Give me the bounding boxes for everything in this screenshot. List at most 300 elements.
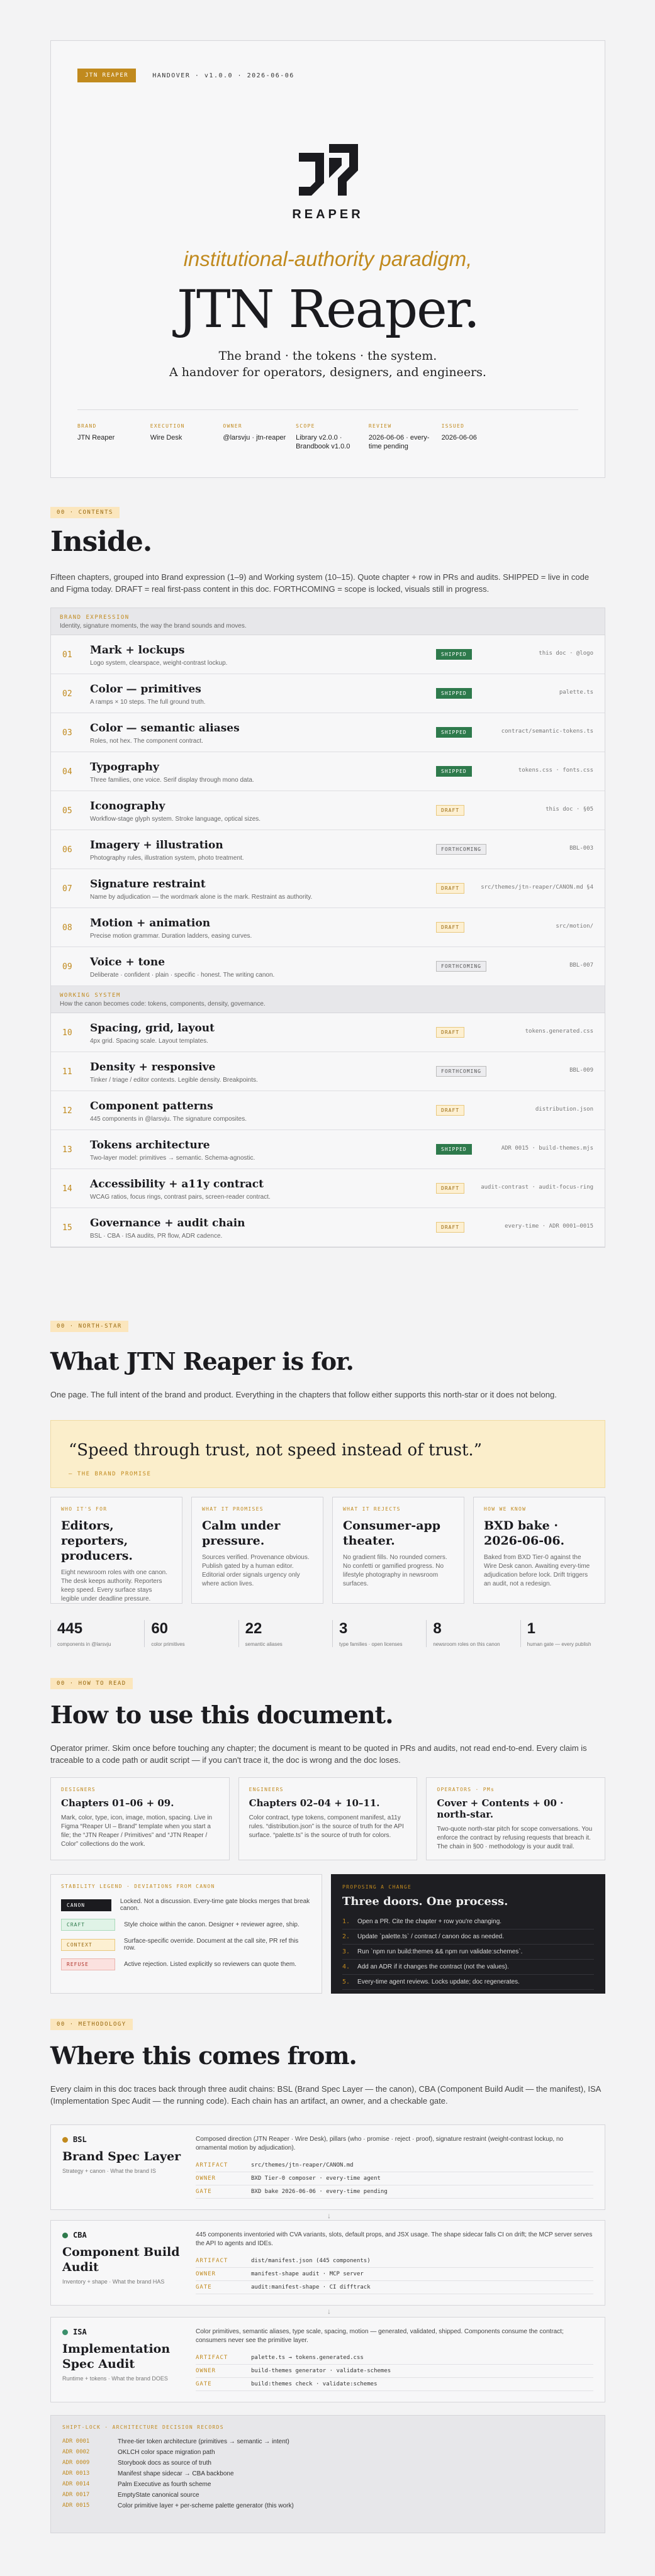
card-label: WHO IT'S FOR bbox=[61, 1506, 108, 1512]
chapter-source: src/themes/jtn-reaper/CANON.md §4 bbox=[481, 884, 593, 891]
adr-row[interactable] bbox=[62, 2447, 593, 2458]
card-label: HOW WE KNOW bbox=[484, 1506, 527, 1512]
promise-label: — THE BRAND PROMISE bbox=[69, 1471, 152, 1477]
chapter-desc: Workflow-stage glyph system. Stroke language, optical sizes. bbox=[90, 816, 261, 823]
step-index: 3. bbox=[342, 1948, 350, 1955]
adr-row[interactable] bbox=[62, 2479, 593, 2490]
adr-title: EmptyState canonical source bbox=[118, 2492, 199, 2499]
step-index: 5. bbox=[342, 1979, 350, 1985]
stat-value: 60 bbox=[151, 1620, 169, 1637]
method-kicker: 00 · METHODOLOGY bbox=[50, 2019, 133, 2030]
status-badge: FORTHCOMING bbox=[436, 844, 486, 855]
stat-label: components in @larsvju bbox=[57, 1641, 111, 1647]
chapter-source: BBL-003 bbox=[569, 845, 593, 852]
card-desc: Two-quote north-star pitch for scope conversations. You enforce the contract by refusing requests that breach it. The chain in §00 · methodology is your audit trail. bbox=[437, 1826, 593, 1850]
status-badge: SHIPPED bbox=[436, 649, 472, 660]
card-label: ENGINEERS bbox=[249, 1787, 284, 1792]
toc-rows-system bbox=[51, 1013, 605, 1247]
method-lede: Every claim in this doc traces back through three audit chains: BSL (Brand Spec Layer — the canon), CBA (Component Build Audit — the manifest), ISA (Implementation Spec Audit — the running code). Each chain has an artifact, an owner, and a checkable gate. bbox=[50, 2084, 601, 2106]
process-step bbox=[342, 1929, 594, 1945]
stat-label: type families · open licenses bbox=[339, 1641, 403, 1647]
toc-row-08[interactable] bbox=[51, 908, 605, 947]
card-title: Cover + Contents + 00 · north-star. bbox=[437, 1797, 564, 1820]
chapter-number: 02 bbox=[62, 689, 72, 699]
chain-field bbox=[196, 2172, 593, 2185]
toc-row-11[interactable] bbox=[51, 1052, 605, 1091]
cover-tagline: institutional-authority paradigm, bbox=[183, 247, 473, 270]
cover-title: JTN Reaper. bbox=[177, 280, 479, 340]
card-title: BXD bake · 2026-06-06. bbox=[484, 1519, 565, 1548]
toc-row-01[interactable] bbox=[51, 635, 605, 674]
field-key: GATE bbox=[196, 2381, 212, 2387]
contents-kicker: 00 · CONTENTS bbox=[50, 507, 120, 518]
chapter-title: Motion + animation bbox=[90, 917, 211, 930]
toc-group-header bbox=[51, 608, 605, 635]
stat-label: newsroom roles on this canon bbox=[433, 1641, 500, 1647]
chain-dot-icon bbox=[62, 2329, 68, 2335]
audit-chain-cba bbox=[50, 2220, 605, 2306]
toc-row-06[interactable] bbox=[51, 830, 605, 869]
toc-row-15[interactable] bbox=[51, 1208, 605, 1247]
chapter-title: Component patterns bbox=[90, 1100, 213, 1113]
field-value: BXD bake 2026-06-06 · every-time pending bbox=[251, 2189, 388, 2195]
status-badge: DRAFT bbox=[436, 1222, 464, 1233]
toc-row-03[interactable] bbox=[51, 713, 605, 752]
field-key: OWNER bbox=[196, 2271, 216, 2277]
fact bbox=[442, 423, 506, 451]
step-text: Every-time agent reviews. Locks update; doc regenerates. bbox=[357, 1979, 520, 1985]
chapter-desc: 445 components in @larsvju. The signature composites. bbox=[90, 1116, 247, 1123]
status-badge: DRAFT bbox=[436, 1183, 464, 1194]
adr-id: ADR 0017 bbox=[62, 2492, 90, 2498]
chapter-source: contract/semantic-tokens.ts bbox=[501, 728, 593, 735]
card bbox=[332, 1497, 464, 1604]
card-label: WHAT IT REJECTS bbox=[343, 1506, 401, 1512]
chapter-number: 04 bbox=[62, 767, 72, 777]
toc-row-07[interactable] bbox=[51, 869, 605, 908]
step-index: 1. bbox=[342, 1918, 350, 1925]
adr-title: Three-tier token architecture (primitives → semantic → intent) bbox=[118, 2438, 289, 2445]
chapter-source: this doc · §05 bbox=[546, 806, 593, 813]
process-steps bbox=[342, 1914, 594, 1990]
chapter-number: 03 bbox=[62, 728, 72, 738]
fact bbox=[77, 423, 142, 451]
legend-text: Active rejection. Listed explicitly so reviewers can quote them. bbox=[124, 1961, 297, 1968]
card bbox=[426, 1777, 605, 1860]
adr-id: ADR 0013 bbox=[62, 2470, 90, 2477]
chain-field bbox=[196, 2351, 593, 2365]
toc-row-04[interactable] bbox=[51, 752, 605, 791]
chapter-number: 11 bbox=[62, 1067, 72, 1077]
brand-badge: JTN REAPER bbox=[77, 69, 136, 82]
fact-value: JTN Reaper bbox=[77, 434, 115, 441]
cover-subtitle bbox=[51, 348, 605, 380]
contents-title: Inside. bbox=[50, 526, 152, 558]
process-label: PROPOSING A CHANGE bbox=[342, 1884, 412, 1890]
status-badge: SHIPPED bbox=[436, 766, 472, 777]
toc-rows-brand bbox=[51, 635, 605, 986]
divider bbox=[77, 409, 578, 410]
chapter-source: BBL-009 bbox=[569, 1067, 593, 1074]
chain-field bbox=[196, 2159, 593, 2172]
chapter-desc: WCAG ratios, focus rings, contrast pairs, screen-reader contract. bbox=[90, 1194, 271, 1201]
legend-text: Locked. Not a discussion. Every-time gate blocks merges that break canon. bbox=[120, 1898, 310, 1912]
stat-value: 445 bbox=[57, 1620, 83, 1637]
card-title: Chapters 02–04 + 10–11. bbox=[249, 1797, 380, 1809]
card-title: Calm under pressure. bbox=[202, 1519, 281, 1548]
chapter-source: tokens.generated.css bbox=[525, 1028, 593, 1035]
legend-text: Surface-specific override. Document at the call site, PR ref this row. bbox=[123, 1938, 299, 1951]
chapter-number: 06 bbox=[62, 845, 72, 855]
adr-title: Palm Executive as fourth scheme bbox=[118, 2481, 211, 2488]
chapter-title: Spacing, grid, layout bbox=[90, 1022, 215, 1035]
fact-value: Library v2.0.0 · Brandbook v1.0.0 bbox=[296, 434, 350, 450]
legend-row bbox=[61, 1938, 311, 1951]
chain-detail bbox=[196, 2328, 593, 2391]
process-step bbox=[342, 1945, 594, 1960]
stat-value: 3 bbox=[339, 1620, 348, 1637]
status-badge: DRAFT bbox=[436, 1027, 464, 1038]
chapter-desc: Photography rules, illustration system, photo treatment. bbox=[90, 855, 244, 862]
stat bbox=[520, 1620, 605, 1647]
chapter-title: Density + responsive bbox=[90, 1061, 216, 1074]
status-badge: DRAFT bbox=[436, 805, 464, 816]
chapter-number: 13 bbox=[62, 1145, 72, 1155]
field-value: build-themes generator · validate-schemes bbox=[251, 2368, 391, 2374]
chain-field bbox=[196, 2268, 593, 2281]
howto-lede: Operator primer. Skim once before touching any chapter; the document is meant to be quoted in PRs and audits, not read end-to-end. Every claim is traceable to a code path or audit script — if you can't trace it, the doc is wrong and the doc loses. bbox=[50, 1743, 587, 1765]
chapter-desc: BSL · CBA · ISA audits, PR flow, ADR cadence. bbox=[90, 1233, 223, 1240]
adr-row[interactable] bbox=[62, 2490, 593, 2501]
process-step bbox=[342, 1960, 594, 1975]
status-badge: DRAFT bbox=[436, 922, 464, 933]
chain-title: Brand Spec Layer bbox=[62, 2150, 181, 2163]
step-index: 2. bbox=[342, 1933, 350, 1940]
legend-pill: CRAFT bbox=[61, 1919, 115, 1931]
chapter-number: 09 bbox=[62, 962, 72, 972]
chain-code: CBA bbox=[73, 2231, 87, 2240]
arrow-down-icon: ↓ bbox=[327, 2211, 331, 2220]
group-desc: How the canon becomes code: tokens, components, density, governance. bbox=[60, 1001, 266, 1008]
status-badge: DRAFT bbox=[436, 1105, 464, 1116]
card-desc: Sources verified. Provenance obvious. Publish gated by a human editor. Editorial order signals urgency only where action lives. bbox=[202, 1554, 310, 1587]
chapter-title: Signature restraint bbox=[90, 878, 206, 891]
chain-tag bbox=[62, 2135, 188, 2144]
field-value: dist/manifest.json (445 components) bbox=[251, 2258, 371, 2264]
process-step bbox=[342, 1975, 594, 1990]
toc-group-header bbox=[51, 986, 605, 1013]
toc-row-09[interactable] bbox=[51, 947, 605, 986]
chapter-title: Iconography bbox=[90, 800, 165, 813]
chapter-title: Typography bbox=[90, 761, 159, 774]
fact bbox=[150, 423, 215, 451]
process-title: Three doors. One process. bbox=[342, 1895, 508, 1908]
card-desc: Mark, color, type, icon, image, motion, spacing. Live in Figma “Reaper UI – Brand” template when you start a file; the “JTN Reaper / Primitives” and “JTN Reaper / Color” collections do the work. bbox=[61, 1814, 213, 1848]
field-value: manifest-shape audit · MCP server bbox=[251, 2271, 364, 2277]
chapter-desc: Name by adjudication — the wordmark alone is the mark. Restraint as authority. bbox=[90, 894, 313, 901]
field-value: audit:manifest-shape · CI difftrack bbox=[251, 2284, 371, 2290]
stat-label: human gate — every publish bbox=[527, 1641, 591, 1647]
chain-dot-icon bbox=[62, 2233, 68, 2238]
fact-label: EXECUTION bbox=[150, 423, 185, 429]
field-key: ARTIFACT bbox=[196, 2258, 228, 2264]
status-badge: SHIPPED bbox=[436, 727, 472, 738]
stat bbox=[144, 1620, 229, 1647]
chapter-source: tokens.css · fonts.css bbox=[518, 767, 593, 774]
chain-detail bbox=[196, 2231, 593, 2294]
fact-label: ISSUED bbox=[441, 423, 465, 429]
chapter-number: 14 bbox=[62, 1184, 72, 1194]
fact-label: REVIEW bbox=[368, 423, 392, 429]
stat-value: 1 bbox=[527, 1620, 536, 1637]
chain-field bbox=[196, 2365, 593, 2378]
chapter-number: 05 bbox=[62, 806, 72, 816]
chain-identity bbox=[62, 2135, 188, 2174]
fact-value: 2026-06-06 · every-time pending bbox=[368, 434, 430, 450]
toc bbox=[50, 608, 605, 1248]
brand-promise bbox=[50, 1420, 605, 1488]
adr-title: Storybook docs as source of truth bbox=[118, 2460, 211, 2467]
card-desc: Eight newsroom roles with one canon. The desk keeps authority. Reporters keep speed. Every surface stays legible under deadline pressure. bbox=[61, 1569, 167, 1602]
chain-detail bbox=[196, 2135, 593, 2199]
chapter-number: 10 bbox=[62, 1028, 72, 1038]
chapter-number: 15 bbox=[62, 1223, 72, 1233]
cover-meta: HANDOVER · v1.0.0 · 2026-06-06 bbox=[152, 72, 294, 79]
chapter-source: src/motion/ bbox=[556, 923, 593, 930]
adr-label: SHIPT-LOCK · ARCHITECTURE DECISION RECORDS bbox=[62, 2424, 224, 2430]
audit-chain-bsl bbox=[50, 2124, 605, 2210]
stat-label: color primitives bbox=[151, 1641, 185, 1647]
field-key: GATE bbox=[196, 2189, 212, 2195]
chain-desc: 445 components inventoried with CVA variants, slots, default props, and JSX usage. The shape sidecar falls CI on drift; the MCP server serves the API to agents and IDEs. bbox=[196, 2231, 593, 2247]
fact-value: Wire Desk bbox=[150, 434, 182, 441]
chain-subtitle: Runtime + tokens · What the brand DOES bbox=[62, 2375, 168, 2382]
adr-title: Manifest shape sidecar → CBA backbone bbox=[118, 2470, 234, 2477]
change-process bbox=[331, 1874, 605, 1994]
step-index: 4. bbox=[342, 1963, 350, 1970]
adr-id: ADR 0002 bbox=[62, 2449, 90, 2455]
chapter-desc: Logo system, clearspace, weight-contrast lockup. bbox=[90, 660, 228, 667]
toc-row-14[interactable] bbox=[51, 1169, 605, 1208]
audience-cards bbox=[50, 1777, 605, 1860]
field-key: ARTIFACT bbox=[196, 2162, 228, 2168]
chain-subtitle: Inventory + shape · What the brand HAS bbox=[62, 2279, 165, 2285]
fact bbox=[296, 423, 360, 451]
chain-tag bbox=[62, 2328, 188, 2336]
chain-field bbox=[196, 2185, 593, 2199]
chain-title: Implementation Spec Audit bbox=[62, 2342, 171, 2371]
cover bbox=[50, 40, 605, 478]
chain-field bbox=[196, 2255, 593, 2268]
group-desc: Identity, signature moments, the way the brand sounds and moves. bbox=[60, 623, 247, 630]
audit-chain-isa bbox=[50, 2317, 605, 2402]
chapter-source: BBL-007 bbox=[569, 962, 593, 969]
stat bbox=[238, 1620, 323, 1647]
field-key: ARTIFACT bbox=[196, 2355, 228, 2361]
adr-title: Color primitive layer + per-scheme palette generator (this work) bbox=[118, 2502, 294, 2509]
chain-field bbox=[196, 2281, 593, 2294]
fact bbox=[369, 423, 433, 451]
fact-label: OWNER bbox=[223, 423, 243, 429]
chapter-title: Governance + audit chain bbox=[90, 1217, 245, 1230]
adr-row[interactable] bbox=[62, 2468, 593, 2479]
chain-code: ISA bbox=[73, 2328, 87, 2336]
stat bbox=[426, 1620, 511, 1647]
field-key: OWNER bbox=[196, 2368, 216, 2374]
card-title: Chapters 01–06 + 09. bbox=[61, 1797, 174, 1809]
group-label: BRAND EXPRESSION bbox=[60, 614, 130, 621]
arrow-down-icon: ↓ bbox=[327, 2307, 331, 2316]
legend-row bbox=[61, 1919, 311, 1931]
chapter-title: Mark + lockups bbox=[90, 644, 185, 657]
fact-label: SCOPE bbox=[296, 423, 315, 429]
stat-value: 22 bbox=[245, 1620, 262, 1637]
chain-identity bbox=[62, 2328, 188, 2382]
contents-lede: Fifteen chapters, grouped into Brand expression (1–9) and Working system (10–15). Quote chapter + row in PRs and audits. SHIPPED = live in code and Figma today. DRAFT = real first-pass content in this doc. FORTHCOMING = scope is locked, visuals still in progress. bbox=[50, 572, 590, 594]
adr-row[interactable] bbox=[62, 2458, 593, 2468]
step-text: Update `palette.ts` / contract / canon doc as needed. bbox=[357, 1933, 504, 1940]
step-text: Open a PR. Cite the chapter + row you're changing. bbox=[357, 1918, 502, 1925]
legend-text: Style choice within the canon. Designer + reviewer agree, ship. bbox=[124, 1921, 300, 1928]
card-label: OPERATORS · PMs bbox=[437, 1787, 495, 1792]
legend-label: STABILITY LEGEND · DEVIATIONS FROM CANON bbox=[61, 1884, 215, 1889]
chain-desc: Color primitives, semantic aliases, type scale, spacing, motion — generated, validated, shipped. Components consume the contract; consumers never see the primitive layer. bbox=[196, 2328, 564, 2344]
northstar-title: What JTN Reaper is for. bbox=[50, 1347, 354, 1375]
toc-row-02[interactable] bbox=[51, 674, 605, 713]
status-badge: DRAFT bbox=[436, 883, 464, 894]
chapter-desc: 4px grid. Spacing scale. Layout templates. bbox=[90, 1038, 208, 1045]
legend-row bbox=[61, 1958, 311, 1970]
cover-subtitle-line-1: The brand · the tokens · the system. bbox=[218, 349, 437, 363]
field-key: GATE bbox=[196, 2284, 212, 2290]
adr-rows bbox=[62, 2436, 593, 2511]
field-value: BXD Tier-0 composer · every-time agent bbox=[251, 2175, 381, 2182]
chapter-title: Color — semantic aliases bbox=[90, 722, 240, 735]
chapter-source: every-time · ADR 0001–0015 bbox=[505, 1223, 593, 1230]
howto-title: How to use this document. bbox=[50, 1701, 393, 1729]
chapter-number: 01 bbox=[62, 650, 72, 660]
stability-legend bbox=[50, 1874, 322, 1994]
card-title: Consumer-app theater. bbox=[343, 1519, 441, 1548]
chapter-number: 07 bbox=[62, 884, 72, 894]
card bbox=[473, 1497, 605, 1604]
fact-value: @larsvju · jtn-reaper bbox=[223, 434, 286, 441]
chapter-source: this doc · @logo bbox=[539, 650, 593, 657]
card-desc: Color contract, type tokens, component manifest, a11y rules. “distribution.json” is the source of truth for the API surface. “palette.ts” is the source of truth for colors. bbox=[249, 1814, 404, 1839]
adr-id: ADR 0015 bbox=[62, 2502, 90, 2509]
chain-title: Component Build Audit bbox=[62, 2245, 180, 2274]
chapter-source: ADR 0015 · build-themes.mjs bbox=[501, 1145, 593, 1152]
toc-row-13[interactable] bbox=[51, 1130, 605, 1169]
fact-label: BRAND bbox=[77, 423, 97, 429]
status-badge: FORTHCOMING bbox=[436, 1066, 486, 1077]
field-value: build:themes check · validate:schemes bbox=[251, 2381, 378, 2387]
fact bbox=[223, 423, 287, 451]
chain-tag bbox=[62, 2231, 188, 2240]
status-badge: SHIPPED bbox=[436, 1144, 472, 1155]
card-label: WHAT IT PROMISES bbox=[202, 1506, 264, 1512]
chapter-desc: Tinker / triage / editor contexts. Legible density. Breakpoints. bbox=[90, 1077, 258, 1084]
chapter-source: distribution.json bbox=[535, 1106, 593, 1113]
chapter-title: Accessibility + a11y contract bbox=[90, 1178, 264, 1191]
chapter-number: 08 bbox=[62, 923, 72, 933]
legend-row bbox=[61, 1898, 311, 1912]
chapter-title: Color — primitives bbox=[90, 683, 201, 696]
chapter-title: Tokens architecture bbox=[90, 1139, 210, 1152]
chain-desc: Composed direction (JTN Reaper · Wire Desk), pillars (who · promise · reject · proof), signature restraint (weight-contrast lockup, no ornamental motion by adjudication). bbox=[196, 2136, 564, 2151]
card bbox=[50, 1777, 230, 1860]
toc-row-05[interactable] bbox=[51, 791, 605, 830]
adr-row[interactable] bbox=[62, 2436, 593, 2447]
chain-dot-icon bbox=[62, 2137, 68, 2143]
field-key: OWNER bbox=[196, 2175, 216, 2182]
card-desc: Baked from BXD Tier-0 against the Wire Desk canon. Awaiting every-time adjudication before lock. Drift triggers an audit, not a redesign. bbox=[484, 1554, 590, 1587]
step-text: Add an ADR if it changes the contract (not the values). bbox=[357, 1963, 509, 1970]
chapter-desc: Precise motion grammar. Duration ladders, easing curves. bbox=[90, 933, 252, 940]
chapter-title: Voice + tone bbox=[90, 956, 165, 969]
field-value: src/themes/jtn-reaper/CANON.md bbox=[251, 2162, 354, 2168]
adr-row[interactable] bbox=[62, 2501, 593, 2511]
fact-value: 2026-06-06 bbox=[441, 434, 477, 441]
legend-pill: CANON bbox=[61, 1899, 111, 1911]
cover-facts bbox=[77, 423, 578, 451]
card bbox=[238, 1777, 418, 1860]
card-label: DESIGNERS bbox=[61, 1787, 96, 1792]
chain-code: BSL bbox=[73, 2135, 87, 2144]
stats bbox=[50, 1620, 605, 1647]
cover-topbar bbox=[77, 69, 294, 82]
toc-row-10[interactable] bbox=[51, 1013, 605, 1052]
legend-pill: CONTEXT bbox=[61, 1939, 115, 1951]
card bbox=[191, 1497, 323, 1604]
chapter-desc: A ramps × 10 steps. The full ground truth. bbox=[90, 699, 206, 706]
method-title: Where this comes from. bbox=[50, 2041, 357, 2070]
chapter-desc: Two-layer model: primitives → semantic. Schema-agnostic. bbox=[90, 1155, 255, 1162]
wordmark: REAPER bbox=[292, 208, 364, 221]
stat bbox=[332, 1620, 417, 1647]
northstar-cards bbox=[50, 1497, 605, 1604]
howto-kicker: 00 · HOW TO READ bbox=[50, 1678, 133, 1689]
chapter-title: Imagery + illustration bbox=[90, 839, 223, 852]
card-title: Editors, reporters, producers. bbox=[61, 1519, 133, 1563]
group-label: WORKING SYSTEM bbox=[60, 992, 121, 999]
adr-id: ADR 0001 bbox=[62, 2438, 90, 2445]
card bbox=[50, 1497, 182, 1604]
step-text: Run `npm run build:themes && npm run validate:schemes`. bbox=[357, 1948, 523, 1955]
chapter-source: audit-contrast · audit-focus-ring bbox=[481, 1184, 593, 1191]
card-desc: No gradient fills. No rounded corners. No confetti or gamified progress. No lifestyle photography in newsroom surfaces. bbox=[343, 1554, 447, 1587]
status-badge: SHIPPED bbox=[436, 688, 472, 699]
chain-subtitle: Strategy + canon · What the brand IS bbox=[62, 2168, 156, 2174]
process-step bbox=[342, 1914, 594, 1929]
stat-label: semantic aliases bbox=[245, 1641, 283, 1647]
chain-field bbox=[196, 2378, 593, 2391]
chain-identity bbox=[62, 2231, 188, 2285]
cover-subtitle-line-2: A handover for operators, designers, and engineers. bbox=[169, 365, 486, 379]
chapter-source: palette.ts bbox=[559, 689, 593, 696]
stat bbox=[50, 1620, 135, 1647]
adr-title: OKLCH color space migration path bbox=[118, 2449, 215, 2456]
toc-row-12[interactable] bbox=[51, 1091, 605, 1130]
stat-value: 8 bbox=[433, 1620, 442, 1637]
northstar-kicker: 00 · NORTH-STAR bbox=[50, 1321, 128, 1332]
status-badge: FORTHCOMING bbox=[436, 961, 486, 972]
adr-id: ADR 0014 bbox=[62, 2481, 90, 2487]
adr-list bbox=[50, 2415, 605, 2533]
chapter-number: 12 bbox=[62, 1106, 72, 1116]
chapter-desc: Three families, one voice. Serif display through mono data. bbox=[90, 777, 254, 784]
northstar-lede: One page. The full intent of the brand and product. Everything in the chapters that follow either supports this north-star or it does not belong. bbox=[50, 1390, 557, 1399]
